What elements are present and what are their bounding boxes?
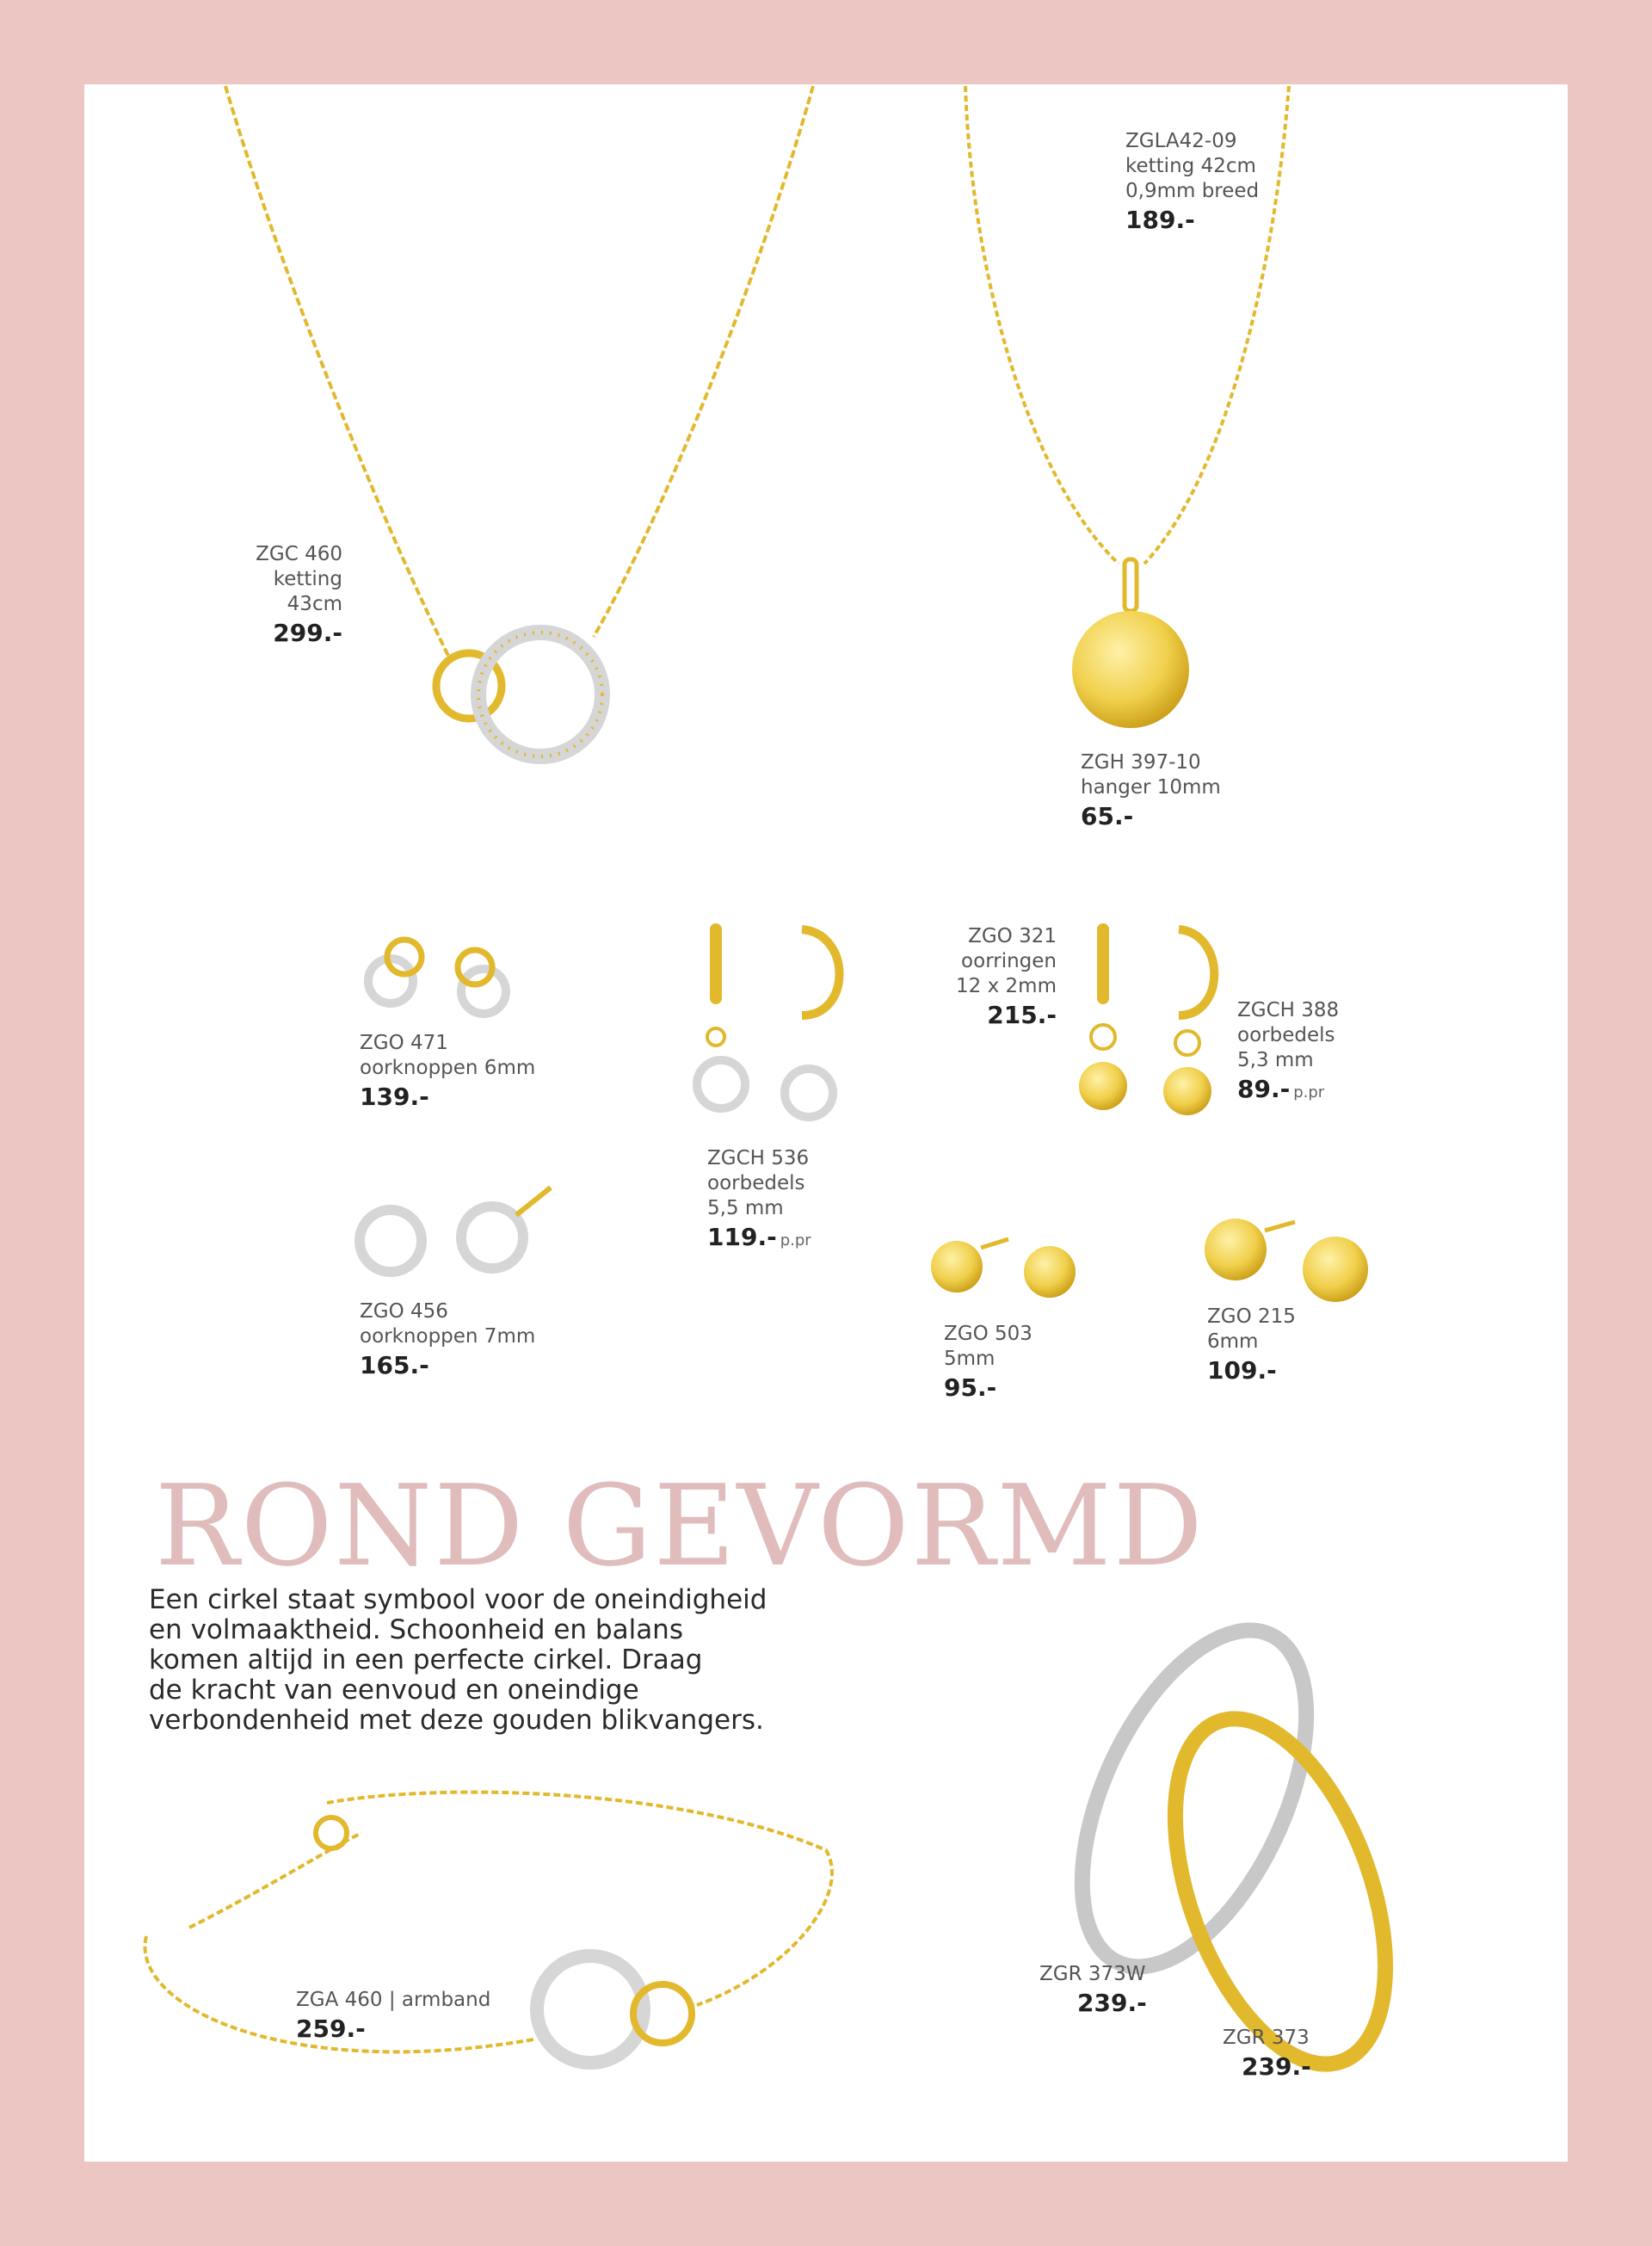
disc-stud-earrings-6mm-image: [1205, 1219, 1368, 1302]
product-code: ZGR 373: [1223, 2027, 1310, 2049]
product-label-zgr373w: [1039, 1962, 1147, 2020]
product-description: hanger 10mm: [1081, 776, 1221, 799]
product-code: ZGCH 536: [707, 1147, 810, 1169]
product-size: 0,9mm breed: [1125, 180, 1260, 202]
product-code: ZGO 503: [944, 1323, 1032, 1345]
product-label-zgla42-09: [1125, 129, 1259, 237]
product-size: 6mm: [1207, 1330, 1259, 1353]
product-code: ZGC 460: [256, 543, 342, 565]
per-pair-suffix: p.pr: [780, 1231, 811, 1249]
product-label-zgo503: [944, 1322, 1032, 1404]
product-code: ZGO 321: [968, 925, 1057, 947]
intro-line: de kracht van eenvoud en oneindige: [149, 1675, 639, 1706]
hoop-earrings-with-disc-charms-image: [1079, 929, 1214, 1115]
product-description: ketting 42cm: [1125, 155, 1256, 177]
price-value: 119.-: [707, 1223, 777, 1251]
product-size: 5mm: [944, 1348, 996, 1370]
product-description: oorringen: [961, 950, 1057, 972]
intro-line: verbondenheid met deze gouden blikvangers.: [149, 1705, 764, 1736]
product-size: 12 x 2mm: [956, 975, 1057, 997]
product-size: 5,3 mm: [1237, 1049, 1314, 1071]
necklace-interlocking-circles-image: [225, 86, 813, 756]
intro-paragraph: [149, 1585, 854, 1736]
intro-line: en volmaaktheid. Schoonheid en balans: [149, 1614, 683, 1645]
product-description: oorknoppen 7mm: [360, 1325, 536, 1348]
flat-disc-stud-earrings-image: [931, 1239, 1076, 1298]
product-price: 239.-: [1242, 2052, 1311, 2081]
product-size: 43cm: [287, 593, 342, 615]
product-code: ZGO 215: [1207, 1305, 1296, 1328]
product-description: ketting: [273, 568, 342, 590]
intro-line: komen altijd in een perfecte cirkel. Draag: [149, 1644, 703, 1675]
product-price: 65.-: [1081, 802, 1134, 830]
product-label-zgch536: [707, 1146, 811, 1257]
product-price: 239.-: [1077, 1989, 1147, 2017]
product-price: 139.-: [360, 1083, 429, 1111]
product-label-zgo456: [360, 1299, 535, 1382]
product-label-zgch388: [1237, 998, 1339, 1109]
product-label-zgh397-10: [1081, 750, 1221, 833]
product-price: 95.-: [944, 1373, 997, 1402]
product-label-zgo321: [945, 924, 1057, 1032]
product-code: ZGO 471: [360, 1032, 448, 1054]
product-code: ZGR 373W: [1039, 1963, 1146, 1985]
section-headline: ROND GEVORMD: [155, 1460, 1205, 1591]
intro-line: Een cirkel staat symbool voor de oneindigheid: [149, 1584, 767, 1615]
product-code: ZGO 456: [360, 1300, 448, 1323]
product-price: 189.-: [1125, 206, 1195, 234]
product-description: oorbedels: [707, 1172, 805, 1194]
product-label-zgc460: [255, 542, 342, 650]
product-price: 109.-: [1207, 1356, 1277, 1385]
product-code: ZGH 397-10: [1081, 751, 1201, 774]
product-code: ZGA 460 | armband: [296, 1989, 491, 2011]
product-price: 299.-: [273, 619, 342, 647]
product-label-zgo471: [360, 1031, 535, 1114]
product-code: ZGLA42-09: [1125, 130, 1237, 152]
product-price: 215.-: [987, 1001, 1057, 1029]
product-price: 259.-: [296, 2015, 366, 2043]
price-value: 89.-: [1237, 1075, 1291, 1103]
product-description: oorbedels: [1237, 1024, 1335, 1046]
product-size: 5,5 mm: [707, 1197, 784, 1219]
product-description: oorknoppen 6mm: [360, 1057, 536, 1079]
circle-stud-earrings-image: [360, 1188, 551, 1272]
product-price: [1237, 1073, 1339, 1109]
product-code: ZGCH 388: [1237, 999, 1340, 1021]
product-price: [707, 1221, 811, 1257]
hoop-earrings-with-circle-charms-image: [697, 929, 840, 1117]
per-pair-suffix: p.pr: [1293, 1083, 1325, 1101]
interlocking-stud-earrings-image: [368, 940, 506, 1014]
product-price: 165.-: [360, 1351, 429, 1379]
product-label-zgr373: [1223, 2026, 1311, 2083]
product-label-zgo215: [1207, 1305, 1296, 1387]
product-label-zga460: [296, 1988, 490, 2045]
